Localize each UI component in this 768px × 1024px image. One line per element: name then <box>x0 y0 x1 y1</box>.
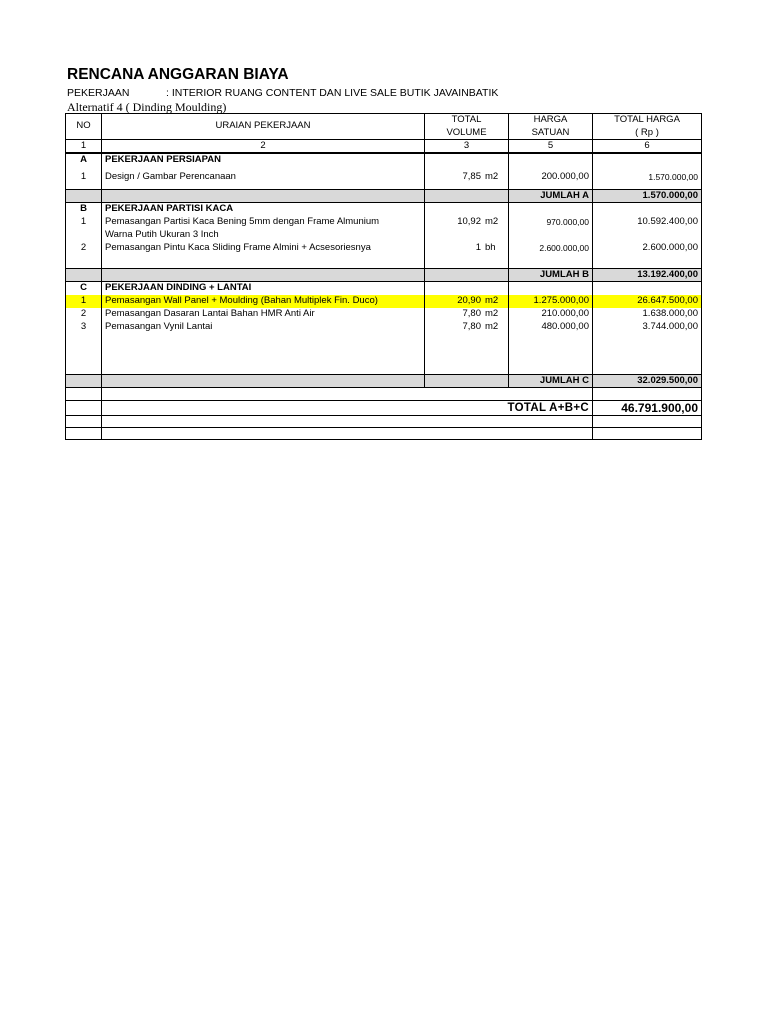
item-vol-value: 1 <box>475 242 481 253</box>
item-total: 2.600.000,00 <box>593 242 702 255</box>
grand-total-value: 46.791.900,00 <box>593 401 702 416</box>
header-volume-1: TOTAL <box>425 114 509 127</box>
item-no: 1 <box>80 216 87 227</box>
item-price: 480.000,00 <box>509 321 593 334</box>
document-title: RENCANA ANGGARAN BIAYA <box>67 66 289 83</box>
item-desc: Pemasangan Wall Panel + Moulding (Bahan Multiplek Fin. Duco) <box>102 295 425 308</box>
item-desc: Pemasangan Pintu Kaca Sliding Frame Almini + Acsesoriesnya <box>102 242 425 255</box>
blank-row <box>66 388 702 401</box>
header-row-1 <box>66 114 702 127</box>
subtotal-value: 13.192.400,00 <box>593 269 702 282</box>
header-no: NO <box>76 120 91 132</box>
item-desc: Pemasangan Dasaran Lantai Bahan HMR Anti Air <box>102 308 425 321</box>
alternative-label: Alternatif 4 ( Dinding Moulding) <box>67 100 227 114</box>
subtotal-value: 1.570.000,00 <box>593 190 702 203</box>
subtotal-value: 32.029.500,00 <box>593 375 702 388</box>
section-header-row <box>66 153 702 166</box>
subtotal-label: JUMLAH A <box>509 190 593 203</box>
item-price: 970.000,00 <box>509 216 593 229</box>
item-no: 2 <box>80 242 87 253</box>
col-index-1: 1 <box>66 139 102 153</box>
spacer-row <box>66 255 702 269</box>
blank-row <box>66 416 702 428</box>
spacer-row <box>66 334 702 375</box>
item-vol-value: 7,80 <box>462 321 481 332</box>
item-volume <box>425 242 509 255</box>
col-index-6: 6 <box>593 139 702 153</box>
section-title: PEKERJAAN DINDING + LANTAI <box>102 282 425 295</box>
item-total: 1.638.000,00 <box>593 308 702 321</box>
item-price: 1.275.000,00 <box>509 295 593 308</box>
table-row <box>66 166 702 190</box>
item-vol-value: 7,80 <box>462 308 481 319</box>
grand-total-row <box>66 401 702 416</box>
item-desc-line2: Warna Putih Ukuran 3 Inch <box>102 229 425 242</box>
item-unit: m2 <box>485 216 499 227</box>
item-total: 10.592.400,00 <box>593 216 702 229</box>
table-row <box>66 321 702 334</box>
item-unit: bh <box>485 242 496 253</box>
col-index-3: 3 <box>425 139 509 153</box>
table-row <box>66 216 702 229</box>
table-row-continuation <box>66 229 702 242</box>
blank-row <box>66 428 702 440</box>
section-header-row <box>66 203 702 216</box>
section-title: PEKERJAAN PARTISI KACA <box>102 203 425 216</box>
table-row <box>66 308 702 321</box>
item-unit: m2 <box>485 171 499 183</box>
subtotal-row <box>66 375 702 388</box>
subtotal-label: JUMLAH C <box>509 375 593 388</box>
item-vol-value: 10,92 <box>457 216 481 227</box>
header-uraian: URAIAN PEKERJAAN <box>102 114 425 140</box>
header-total-2: ( Rp ) <box>593 127 702 140</box>
pekerjaan-label: PEKERJAAN <box>67 87 130 99</box>
project-line <box>67 87 498 99</box>
item-price: 2.600.000,00 <box>509 242 593 255</box>
item-vol-value: 20,90 <box>457 295 481 306</box>
item-no: 1 <box>66 295 102 308</box>
section-code: A <box>80 153 87 165</box>
col-index-5: 5 <box>509 139 593 153</box>
item-price: 200.000,00 <box>509 166 593 190</box>
item-vol-value: 7,85 <box>462 171 481 183</box>
item-volume <box>425 166 509 190</box>
item-total: 1.570.000,00 <box>593 166 702 190</box>
column-index-row <box>66 139 702 153</box>
item-total: 26.647.500,00 <box>593 295 702 308</box>
section-code: B <box>80 203 87 215</box>
item-volume <box>425 295 509 308</box>
item-volume <box>425 308 509 321</box>
item-no: 1 <box>80 171 87 183</box>
header-harga-2: SATUAN <box>509 127 593 140</box>
section-header-row <box>66 282 702 295</box>
subtotal-label: JUMLAH B <box>509 269 593 282</box>
item-unit: m2 <box>485 321 499 332</box>
grand-total-label: TOTAL A+B+C <box>507 401 589 414</box>
col-index-2: 2 <box>102 139 425 153</box>
item-desc: Design / Gambar Perencanaan <box>102 166 425 190</box>
header-total-1: TOTAL HARGA <box>593 114 702 127</box>
subtotal-row <box>66 190 702 203</box>
budget-table <box>65 113 702 440</box>
item-price: 210.000,00 <box>509 308 593 321</box>
item-desc: Pemasangan Vynil Lantai <box>102 321 425 334</box>
pekerjaan-value: : INTERIOR RUANG CONTENT DAN LIVE SALE BUTIK JAVAINBATIK <box>166 87 499 99</box>
header-volume-2: VOLUME <box>425 127 509 140</box>
item-no: 3 <box>80 321 87 332</box>
header-harga-1: HARGA <box>509 114 593 127</box>
item-unit: m2 <box>485 295 499 306</box>
item-desc: Pemasangan Partisi Kaca Bening 5mm dengan Frame Almunium <box>102 216 425 229</box>
item-no: 2 <box>80 308 87 319</box>
section-code: C <box>80 282 87 294</box>
item-volume <box>425 216 509 229</box>
section-title: PEKERJAAN PERSIAPAN <box>102 153 425 166</box>
subtotal-row <box>66 269 702 282</box>
table-row <box>66 242 702 255</box>
item-total: 3.744.000,00 <box>593 321 702 334</box>
table-row-highlighted <box>66 295 702 308</box>
item-unit: m2 <box>485 308 499 319</box>
item-volume <box>425 321 509 334</box>
